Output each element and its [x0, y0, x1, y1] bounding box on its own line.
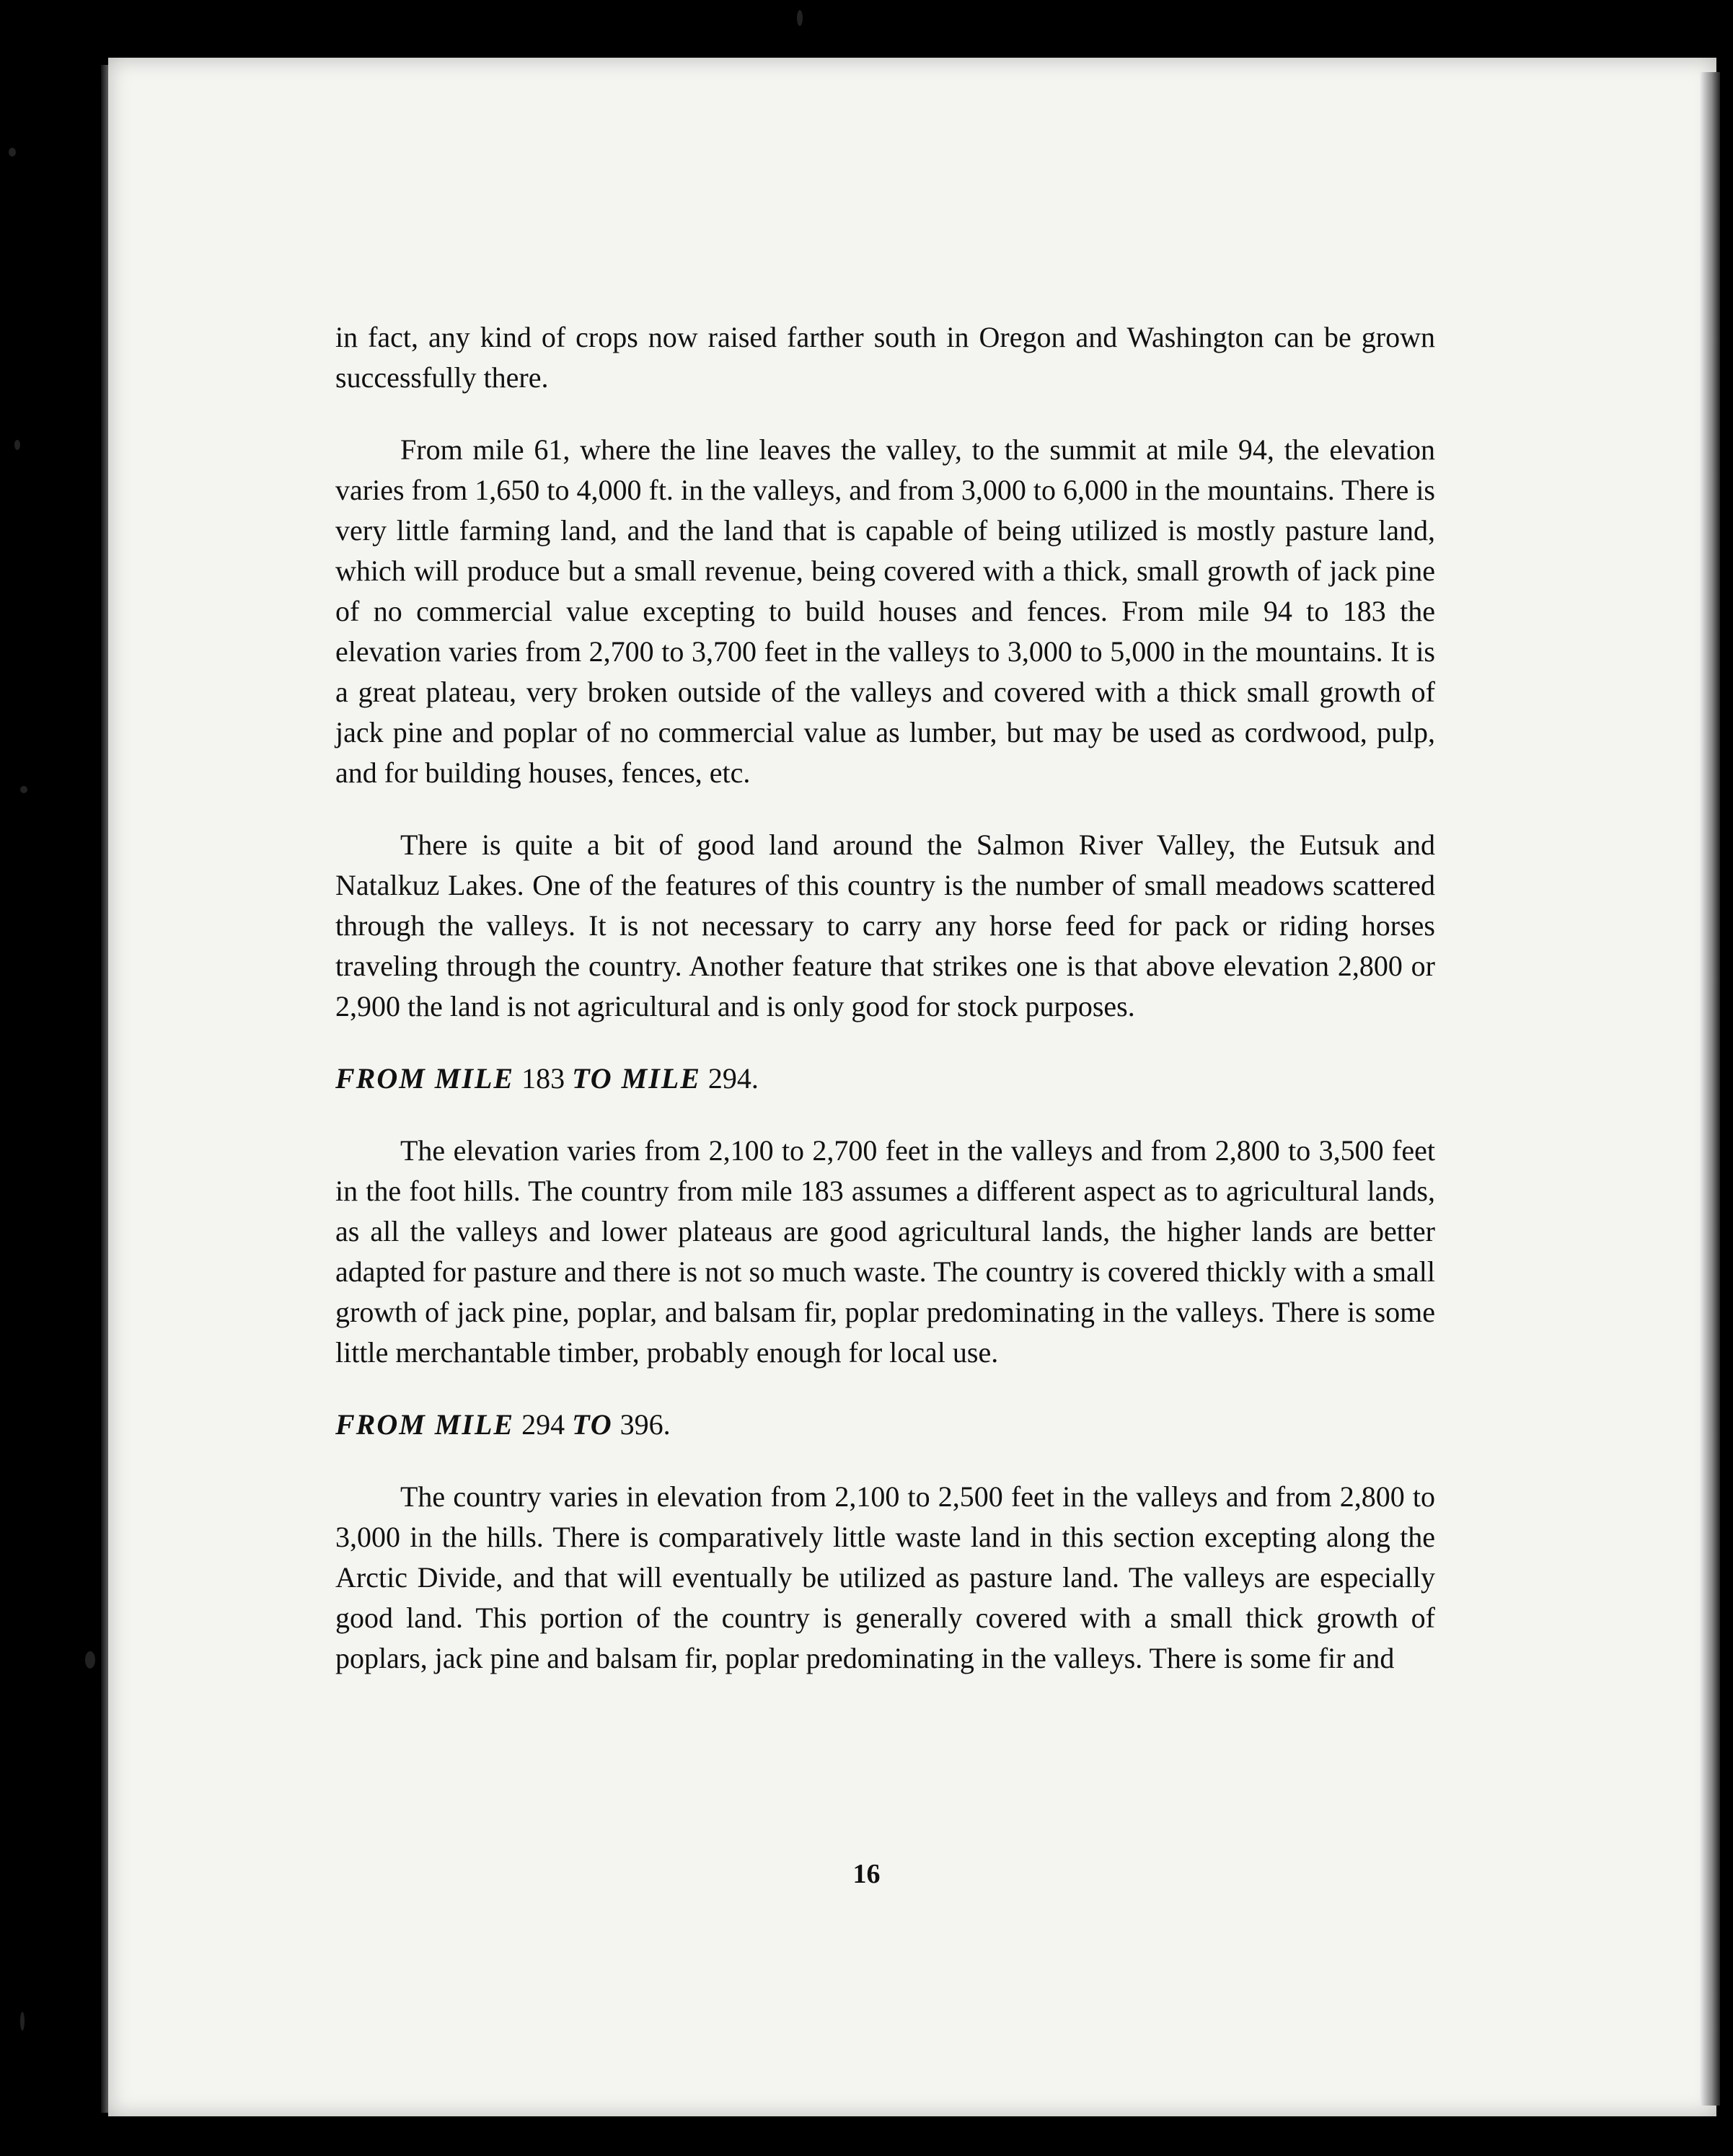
heading-part: FROM MILE — [335, 1062, 515, 1095]
scan-speck — [9, 148, 16, 156]
scan-speck — [85, 1651, 95, 1669]
paragraph-section-294-396: The country varies in elevation from 2,100 to 2,500 feet in the valleys and from 2,800 to 3,000 in the hills. There is comparatively little waste land in this section excepting along the Arctic Divide, and that will eventually be utilized as pasture land. The valleys are especially good land. This portion of the country is generally covered with a small thick growth of poplars, jack pine and balsam fir, poplar predominating in the valleys. There is some fir and — [335, 1480, 1435, 1674]
heading-part: 294 — [521, 1408, 565, 1441]
paragraph-continuation: in fact, any kind of crops now raised farther south in Oregon and Washington can be grown successfully there. — [335, 321, 1435, 394]
heading-part: 294. — [707, 1062, 759, 1095]
paragraph-mile-61: From mile 61, where the line leaves the valley, to the summit at mile 94, the elevation varies from 1,650 to 4,000 ft. in the valleys, and from 3,000 to 6,000 in the mountains. There is very little farming land, and the land that is capable of being utilized is mostly pasture land, which will produce but a small revenue, being covered with a thick, small growth of jack pine of no commercial value excepting to build houses and fences. From mile 94 to 183 the elevation varies from 2,700 to 3,700 feet in the valleys to 3,000 to 5,000 in the mountains. It is a great plateau, very broken outside of the valleys and covered with a thick small growth of jack pine and poplar of no commercial value as lumber, but may be used as cordwood, pulp, and for building houses, fences, etc. — [335, 433, 1435, 789]
page-right-edge — [1700, 72, 1720, 2106]
heading-part: 183 — [521, 1062, 565, 1095]
heading-part: 396. — [619, 1408, 671, 1441]
page-number: 16 — [852, 1859, 881, 1889]
section-heading-183-294 — [335, 1059, 1435, 1099]
heading-part: TO — [572, 1408, 613, 1441]
page-body — [335, 317, 1435, 1710]
paragraph-salmon-river: There is quite a bit of good land around the Salmon River Valley, the Eutsuk and Natalkuz Lakes. One of the features of this country is the number of small meadows scattered through the valleys. It is not necessary to carry any horse feed for pack or riding horses traveling through the country. Another feature that strikes one is that above elevation 2,800 or 2,900 the land is not agricultural and is only good for stock purposes. — [335, 829, 1435, 1022]
section-heading-294-396 — [335, 1405, 1435, 1445]
heading-part: FROM MILE — [335, 1408, 515, 1441]
scan-speck — [797, 10, 803, 26]
scan-speck — [14, 440, 20, 450]
heading-part: TO MILE — [572, 1062, 701, 1095]
scan-speck — [20, 786, 27, 793]
scan-speck — [20, 2012, 25, 2031]
paragraph-section-183-294: The elevation varies from 2,100 to 2,700 feet in the valleys and from 2,800 to 3,500 feet in the foot hills. The country from mile 183 assumes a different aspect as to agricultural lands, as all the valleys and lower plateaus are good agricultural lands, the higher lands are better adapted for pasture and there is not so much waste. The country is covered thickly with a small growth of jack pine, poplar, and balsam fir, poplar predominating in the valleys. There is some little merchantable timber, probably enough for local use. — [335, 1134, 1435, 1369]
